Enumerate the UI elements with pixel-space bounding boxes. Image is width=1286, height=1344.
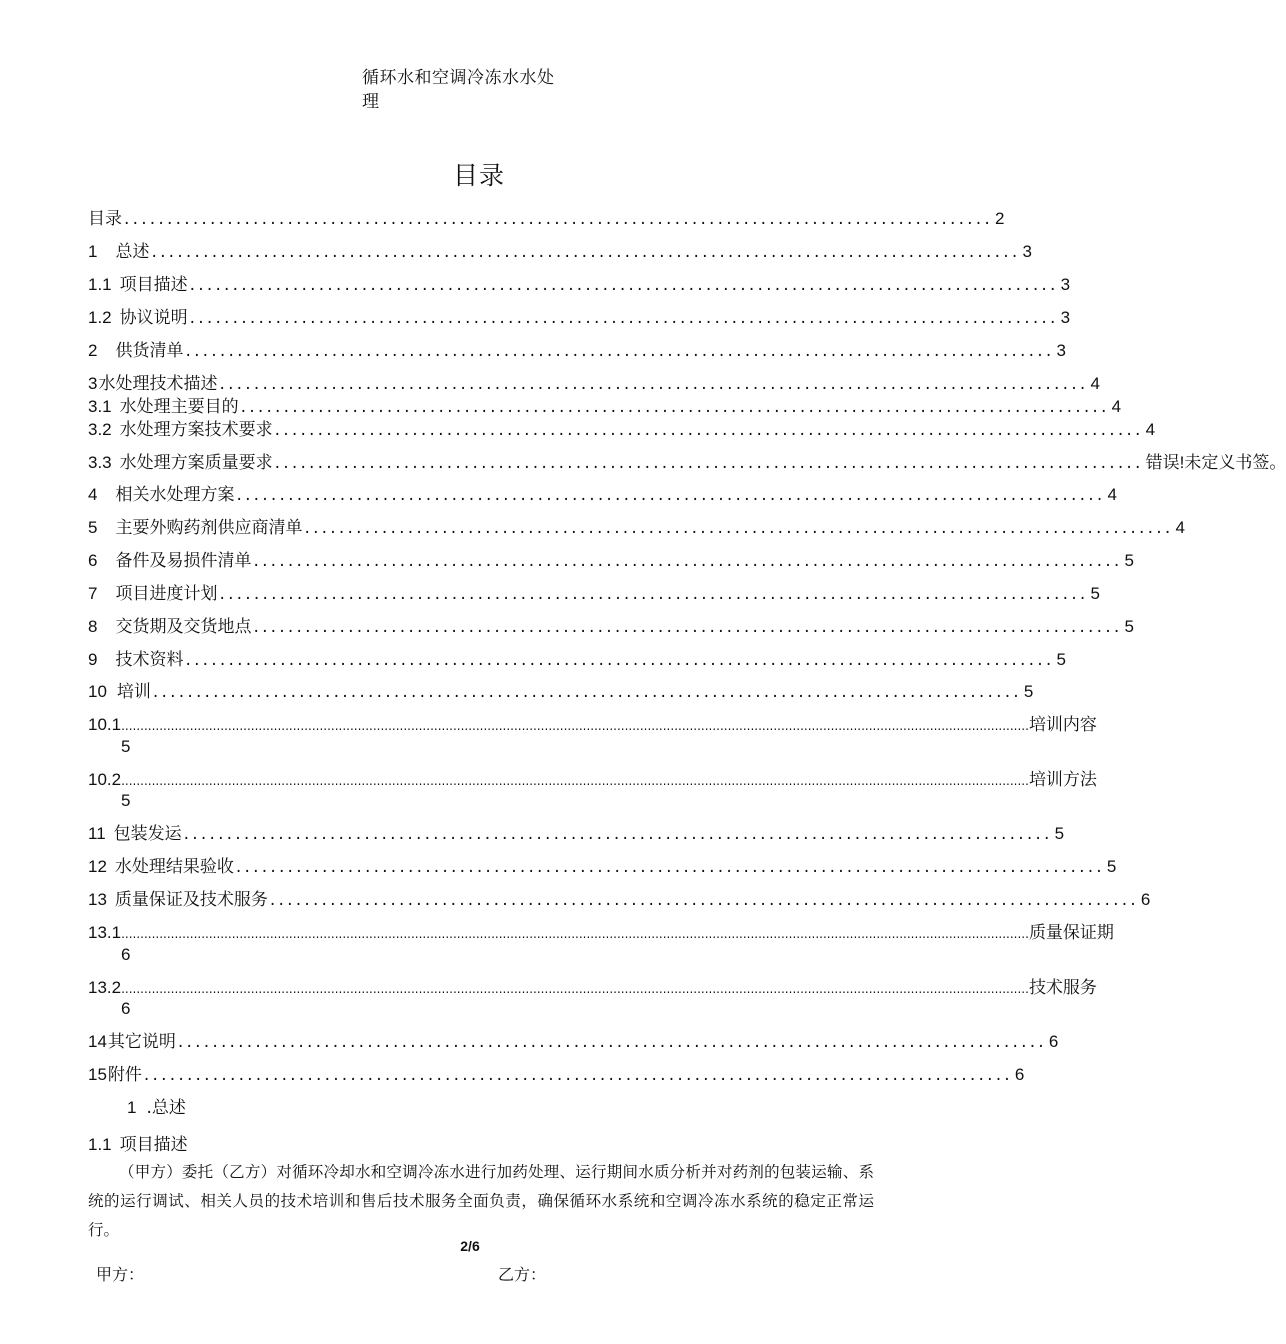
toc-leader: .............................................................................................................................................................................................................................................. (121, 982, 1029, 996)
subsection-number: 1.1 (88, 1135, 112, 1154)
subsection-title: 项目描述 (119, 1135, 188, 1155)
toc-leader: ..................................................................................................... (253, 551, 1123, 571)
toc-entry-number: 10.2 (88, 770, 122, 789)
toc-leader: ..................................................................................................... (240, 397, 1110, 417)
toc-entry-number: 8 (88, 617, 98, 636)
toc-entry-number: 13.2 (88, 978, 122, 997)
toc-entry-number: 9 (88, 650, 98, 669)
toc-entry[interactable] (88, 307, 1071, 329)
document-title-line1: 循环水和空调冷冻水水处 (362, 68, 555, 88)
party-b-signature-label: 乙方： (498, 1265, 547, 1284)
toc-entry-label: 协议说明 (119, 308, 188, 328)
toc-entry[interactable] (88, 452, 1286, 474)
toc-entry-label: 交货期及交货地点 (115, 617, 252, 637)
toc-entry[interactable] (88, 373, 1100, 395)
toc-entry-number: 10.1 (88, 715, 122, 734)
toc-entry-number: 14 (88, 1032, 107, 1051)
toc-entry-page: 4 (1175, 518, 1185, 537)
toc-entry-label: 质量保证期 (1028, 923, 1114, 943)
toc-entry[interactable] (88, 889, 1151, 911)
toc-entry[interactable] (88, 977, 1097, 1000)
toc-leader: ..................................................................................................... (143, 1065, 1013, 1085)
toc-entry-label: 相关水处理方案 (115, 485, 235, 505)
toc-leader: ..................................................................................................... (185, 650, 1055, 670)
toc-entry-page: 5 (121, 791, 131, 810)
toc-entry-label: 技术资料 (115, 650, 184, 670)
toc-entry[interactable] (88, 769, 1097, 792)
toc-entry[interactable] (88, 396, 1122, 418)
toc-entry[interactable] (88, 714, 1097, 737)
toc-entry-number: 15 (88, 1065, 107, 1084)
toc-entry-page: 6 (1014, 1065, 1025, 1084)
toc-entry[interactable] (88, 649, 1066, 671)
toc-entry-page: 6 (121, 999, 131, 1018)
toc-entry-page: 4 (1111, 397, 1122, 416)
toc-entry-page: 3 (1060, 308, 1071, 327)
toc-leader: ..................................................................................................... (124, 209, 993, 229)
toc-entry-label: 供货清单 (115, 341, 184, 361)
toc-entry-page: 5 (1106, 857, 1117, 876)
toc-leader: ..................................................................................................... (189, 308, 1059, 328)
toc-entry[interactable] (88, 241, 1032, 263)
toc-entry-label: 培训方法 (1028, 770, 1097, 790)
toc-entry-label: 总述 (115, 242, 150, 262)
toc-entry-label: 主要外购药剂供应商清单 (115, 518, 303, 538)
toc-leader: ..................................................................................................... (183, 824, 1053, 844)
toc-entry[interactable] (88, 340, 1066, 362)
toc-leader: .............................................................................................................................................................................................................................................. (121, 719, 1029, 733)
toc-entry-number: 10 (88, 682, 107, 701)
toc-entry-label: 附件 (107, 1065, 142, 1085)
toc-entry[interactable] (88, 274, 1071, 296)
toc-entry-page: 4 (1145, 420, 1156, 439)
toc-entry-page: 6 (121, 945, 131, 964)
toc-entry-page: 2 (994, 209, 1005, 228)
toc-entry-label: 技术服务 (1028, 978, 1097, 998)
toc-leader: ..................................................................................................... (219, 584, 1089, 604)
toc-leader: ..................................................................................................... (185, 341, 1055, 361)
toc-entry-number: 12 (88, 857, 107, 876)
body-paragraph: （甲方）委托（乙方）对循环冷却水和空调冷冻水进行加药处理、运行期间水质分析并对药剂的包装运输、系统的运行调试、相关人员的技术培训和售后技术服务全面负责，确保循环水系统和空调冷冻水系统的稳定正常运行。 (88, 1163, 874, 1239)
toc-leader: ..................................................................................................... (152, 682, 1022, 702)
toc-entry[interactable] (88, 616, 1134, 638)
section-heading (127, 1097, 186, 1119)
toc-entry-label: 培训 (116, 682, 151, 702)
toc-entry-label: 质量保证及技术服务 (114, 890, 268, 910)
toc-leader: ..................................................................................................... (304, 518, 1174, 538)
toc-entry-label: 其它说明 (107, 1032, 176, 1052)
toc-entry-label: 项目进度计划 (115, 584, 218, 604)
document-title-line2: 理 (362, 92, 380, 112)
toc-leader: ..................................................................................................... (236, 485, 1106, 505)
toc-entry-page: 3 (1056, 341, 1066, 360)
toc-leader: ..................................................................................................... (177, 1032, 1047, 1052)
toc-entry[interactable] (88, 681, 1034, 703)
toc-entry-page: 6 (1140, 890, 1151, 909)
toc-entry-page: 5 (1054, 824, 1065, 843)
toc-entry-number: 2 (88, 341, 98, 360)
section-number: 1 (127, 1098, 137, 1117)
toc-entry[interactable] (88, 1064, 1025, 1086)
toc-heading: 目录 (452, 161, 505, 190)
toc-leader: ..................................................................................................... (274, 420, 1144, 440)
toc-entry[interactable] (88, 419, 1156, 441)
subsection-heading (88, 1134, 188, 1156)
toc-entry-label: 水处理方案质量要求 (119, 453, 273, 473)
toc-entry-label: 备件及易损件清单 (115, 551, 252, 571)
toc-entry-label: 水处理技术描述 (98, 374, 218, 394)
toc-entry-page: 5 (1124, 617, 1134, 636)
section-title: .总述 (146, 1098, 186, 1118)
toc-leader: ..................................................................................................... (151, 242, 1021, 262)
toc-leader: .............................................................................................................................................................................................................................................. (121, 774, 1029, 788)
toc-entry[interactable] (88, 484, 1117, 506)
toc-entry-number: 1.2 (88, 308, 112, 327)
document-title (362, 66, 592, 114)
toc-entry-number: 13.1 (88, 923, 122, 942)
toc-entry-page: 3 (1022, 242, 1032, 261)
toc-entry-number: 3 (88, 374, 98, 393)
toc-entry-number: 1.1 (88, 275, 112, 294)
page-number: 2/6 (460, 1238, 480, 1254)
toc-entry-label: 项目描述 (119, 275, 188, 295)
toc-entry-number: 1 (88, 242, 98, 261)
toc-entry-page: 5 (1056, 650, 1066, 669)
toc-entry[interactable] (88, 856, 1117, 878)
toc-entry-page: 5 (121, 737, 131, 756)
toc-entry[interactable] (88, 922, 1114, 945)
toc-leader: ..................................................................................................... (219, 374, 1089, 394)
toc-entry-number: 4 (88, 485, 98, 504)
toc-entry-page: 5 (1090, 584, 1100, 603)
toc-leader: ..................................................................................................... (253, 617, 1123, 637)
toc-leader: .............................................................................................................................................................................................................................................. (121, 927, 1029, 941)
toc-entry-label: 目录 (88, 209, 122, 229)
toc-entry-number: 3.2 (88, 420, 112, 439)
toc-leader: ..................................................................................................... (274, 453, 1144, 473)
toc-leader: ..................................................................................................... (189, 275, 1059, 295)
toc-entry-number: 7 (88, 584, 98, 603)
toc-entry-page: 4 (1107, 485, 1117, 504)
toc-entry-page: 5 (1124, 551, 1134, 570)
toc-entry-page: 错误!未定义书签。 (1145, 453, 1286, 472)
toc-entry-number: 13 (88, 890, 107, 909)
toc-leader: ..................................................................................................... (269, 890, 1139, 910)
toc-entry-label: 水处理结果验收 (114, 857, 234, 877)
toc-leader: ..................................................................................................... (235, 857, 1105, 877)
toc-entry-page: 5 (1023, 682, 1034, 701)
toc-entry[interactable] (88, 823, 1065, 845)
toc-entry[interactable] (88, 517, 1185, 539)
toc-entry-page: 3 (1060, 275, 1071, 294)
toc-entry-page: 4 (1090, 374, 1100, 393)
toc-entry-number: 3.3 (88, 453, 112, 472)
toc-entry-label: 水处理方案技术要求 (119, 420, 273, 440)
toc-entry-page: 6 (1048, 1032, 1059, 1051)
party-a-signature-label: 甲方： (96, 1265, 145, 1284)
toc-entry-label: 培训内容 (1028, 715, 1097, 735)
toc-entry[interactable] (88, 583, 1100, 605)
toc-entry-number: 3.1 (88, 397, 112, 416)
toc-entry-number: 5 (88, 518, 98, 537)
toc-entry-label: 包装发运 (113, 824, 182, 844)
toc-entry-label: 水处理主要目的 (119, 397, 239, 417)
toc-entry[interactable] (88, 208, 1005, 230)
toc-entry[interactable] (88, 550, 1134, 572)
toc-entry-number: 6 (88, 551, 98, 570)
toc-entry[interactable] (88, 1031, 1059, 1053)
toc-entry-number: 11 (88, 824, 106, 843)
